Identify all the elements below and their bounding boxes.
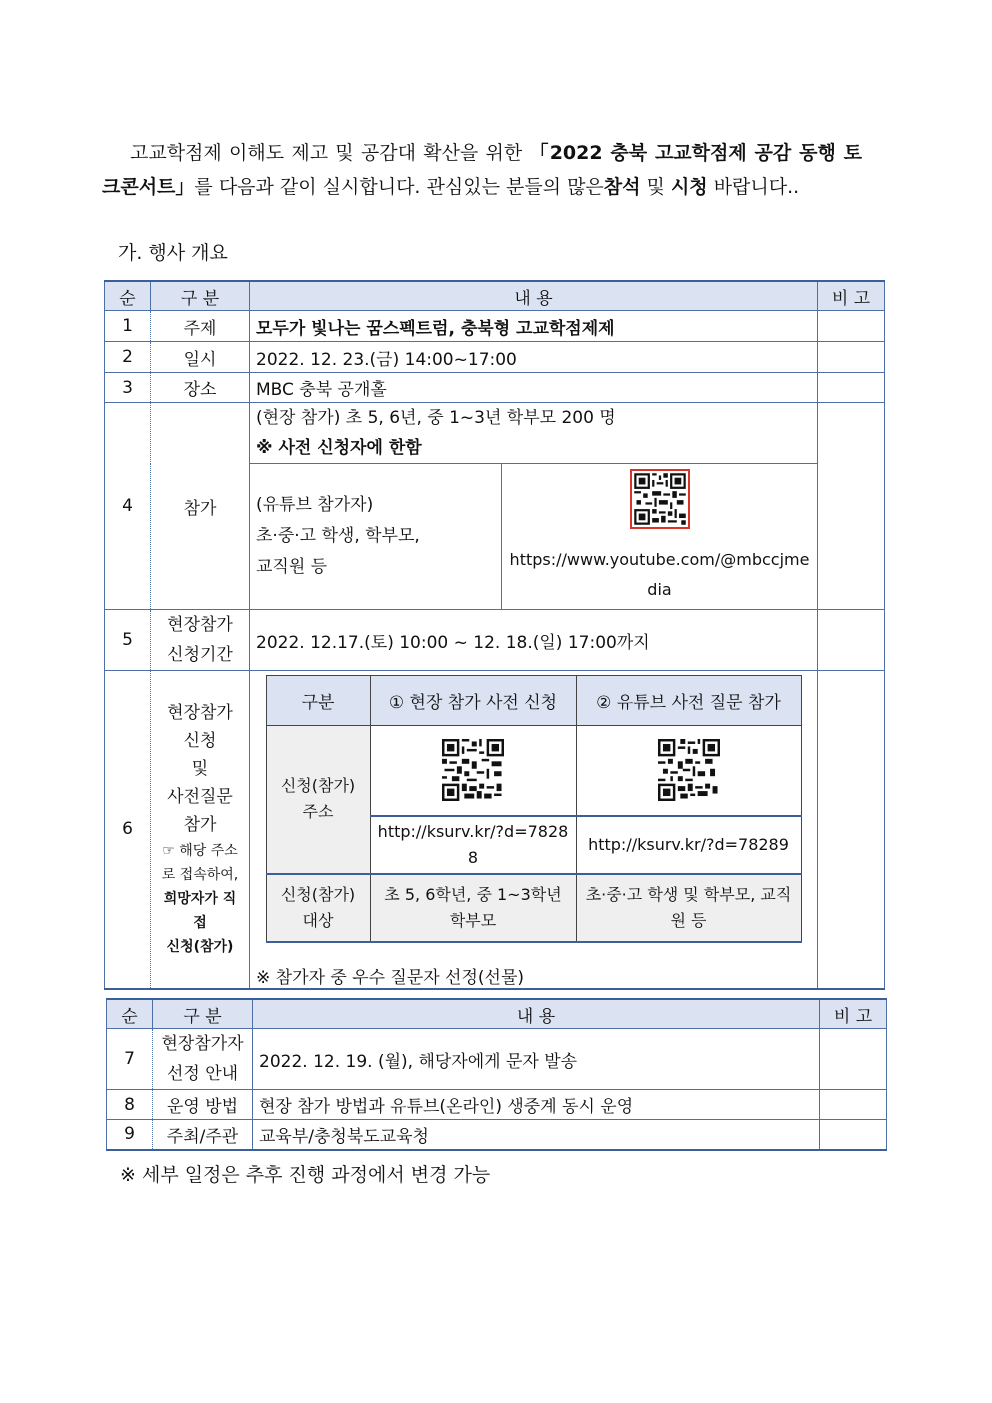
row-category	[151, 671, 250, 989]
onsite-qr-cell	[370, 726, 576, 816]
table-row	[105, 342, 885, 373]
row-no: 3	[105, 373, 151, 403]
row-category: 일시	[151, 342, 250, 373]
row-no: 5	[105, 610, 151, 671]
row-remark	[820, 1120, 887, 1150]
label-line: 신청(참가)	[280, 776, 356, 796]
intro-paragraph	[102, 136, 862, 204]
row-no: 7	[107, 1029, 153, 1090]
row-category: 장소	[151, 373, 250, 403]
row-category	[151, 610, 250, 671]
intro-text-c: 를 다음과 같이 실시합니다. 관심있는 분들의 많은	[194, 176, 604, 198]
row-remark	[818, 373, 885, 403]
intro-text-a: 고교학점제 이해도 제고 및 공감대 확산을 위한	[130, 142, 530, 164]
label-line: 주소	[302, 802, 334, 822]
inner-header-youtube: ② 유튜브 사전 질문 참가	[576, 676, 801, 726]
category-note: 로 접속하여,	[161, 867, 239, 884]
row-category: 운영 방법	[153, 1090, 253, 1120]
category-line: 신청기간	[167, 645, 233, 665]
inner-header-onsite: ① 현장 참가 사전 신청	[370, 676, 576, 726]
row-venue: MBC 충북 공개홀	[250, 373, 818, 403]
header-content: 내 용	[253, 999, 820, 1029]
category-line: 신청	[183, 731, 217, 752]
youtube-participants	[250, 464, 502, 610]
row-datetime: 2022. 12. 23.(금) 14:00~17:00	[250, 342, 818, 373]
header-category: 구 분	[151, 281, 250, 311]
youtube-url[interactable]: https://www.youtube.com/@mbccjmedia	[509, 549, 810, 599]
row-remark	[820, 1090, 887, 1120]
category-line: 선정 안내	[166, 1064, 239, 1084]
row-remark	[818, 403, 885, 610]
category-note: 신청(참가)	[166, 939, 234, 956]
row-no: 1	[105, 311, 151, 342]
onsite-target: 초 5, 6학년, 중 1~3학년 학부모	[370, 874, 576, 942]
youtube-staff: 교직원 등	[256, 557, 328, 577]
row-remark	[820, 1029, 887, 1090]
application-period: 2022. 12.17.(토) 10:00 ~ 12. 18.(일) 17:00까지	[250, 610, 818, 671]
label-line: 대상	[302, 910, 334, 930]
header-remark: 비 고	[820, 999, 887, 1029]
table-row	[107, 1120, 887, 1150]
table-row	[107, 1090, 887, 1120]
table-row	[105, 403, 885, 464]
row-no: 9	[107, 1120, 153, 1150]
selection-notice: 2022. 12. 19. (월), 해당자에게 문자 발송	[253, 1029, 820, 1090]
youtube-qr-code[interactable]	[630, 469, 690, 529]
row-no: 4	[105, 403, 151, 610]
event-operation-table	[106, 998, 887, 1151]
onsite-participation	[250, 403, 818, 464]
intro-text-end: 바랍니다..	[707, 176, 800, 198]
youtube-audience: 초·중·고 학생, 학부모,	[256, 526, 420, 546]
youtube-title: (유튜브 참가자)	[256, 495, 374, 515]
table-header-row	[107, 999, 887, 1029]
header-remark: 비 고	[818, 281, 885, 311]
label-line: 신청(참가)	[280, 884, 356, 904]
intro-text-and: 및	[640, 176, 671, 198]
inner-header-category: 구분	[266, 676, 370, 726]
intro-text-watch: 시청	[670, 176, 708, 198]
category-note: 희망자가 직접	[163, 891, 237, 932]
operation-method: 현장 참가 방법과 유튜브(온라인) 생중계 동시 운영	[253, 1090, 820, 1120]
table-row	[105, 671, 885, 989]
row-category: 주최/주관	[153, 1120, 253, 1150]
row-remark	[818, 311, 885, 342]
inner-target-label	[266, 874, 370, 942]
row-no: 2	[105, 342, 151, 373]
table-header-row	[105, 281, 885, 311]
onsite-url[interactable]: http://ksurv.kr/?d=78288	[370, 816, 576, 874]
application-detail-cell	[250, 671, 818, 989]
table-row	[105, 311, 885, 342]
intro-text-attend: 참석	[603, 176, 641, 198]
section-title: 가. 행사 개요	[118, 242, 228, 264]
row-no: 6	[105, 671, 151, 989]
youtube-question-url[interactable]: http://ksurv.kr/?d=78289	[576, 816, 801, 874]
onsite-desc: (현장 참가) 초 5, 6년, 중 1~3년 학부모 200 명	[256, 408, 616, 428]
event-title: 「2022 충북 고교학점제 공감 동행 토크콘서트」	[102, 142, 862, 198]
header-no: 순	[107, 999, 153, 1029]
header-content: 내 용	[250, 281, 818, 311]
row-remark	[818, 342, 885, 373]
question-prize-note: ※ 참가자 중 우수 질문자 선정(선물)	[256, 967, 525, 988]
row-category: 주제	[151, 311, 250, 342]
onsite-note: ※ 사전 신청자에 한함	[256, 438, 422, 458]
youtube-target: 초·중·고 학생 및 학부모, 교직원 등	[576, 874, 801, 942]
row-category	[153, 1029, 253, 1090]
youtube-qr-cell	[576, 726, 801, 816]
event-overview-table	[104, 280, 885, 990]
category-line: 현장참가	[167, 703, 233, 724]
category-line: 참가	[183, 815, 217, 836]
inner-address-label	[266, 726, 370, 874]
category-line: 현장참가	[167, 615, 233, 635]
table-row	[105, 610, 885, 671]
category-line: 사전질문	[167, 787, 233, 808]
row-remark	[818, 610, 885, 671]
table-row	[107, 1029, 887, 1090]
youtube-link-cell	[502, 464, 818, 610]
row-no: 8	[107, 1090, 153, 1120]
header-no: 순	[105, 281, 151, 311]
application-inner-table	[266, 675, 802, 943]
category-line: 및	[191, 759, 209, 780]
table-row	[105, 373, 885, 403]
category-line: 현장참가자	[161, 1034, 244, 1054]
row-category: 참가	[151, 403, 250, 610]
row-theme: 모두가 빛나는 꿈스펙트럼, 충북형 고교학점제제	[250, 311, 818, 342]
category-note: ☞ 해당 주소	[162, 843, 238, 860]
header-category: 구 분	[153, 999, 253, 1029]
youtube-question-qr-code[interactable]	[658, 739, 720, 801]
row-remark	[818, 671, 885, 989]
organizer: 교육부/충청북도교육청	[253, 1120, 820, 1150]
schedule-change-note: ※ 세부 일정은 추후 진행 과정에서 변경 가능	[120, 1164, 491, 1186]
onsite-qr-code[interactable]	[442, 739, 504, 801]
